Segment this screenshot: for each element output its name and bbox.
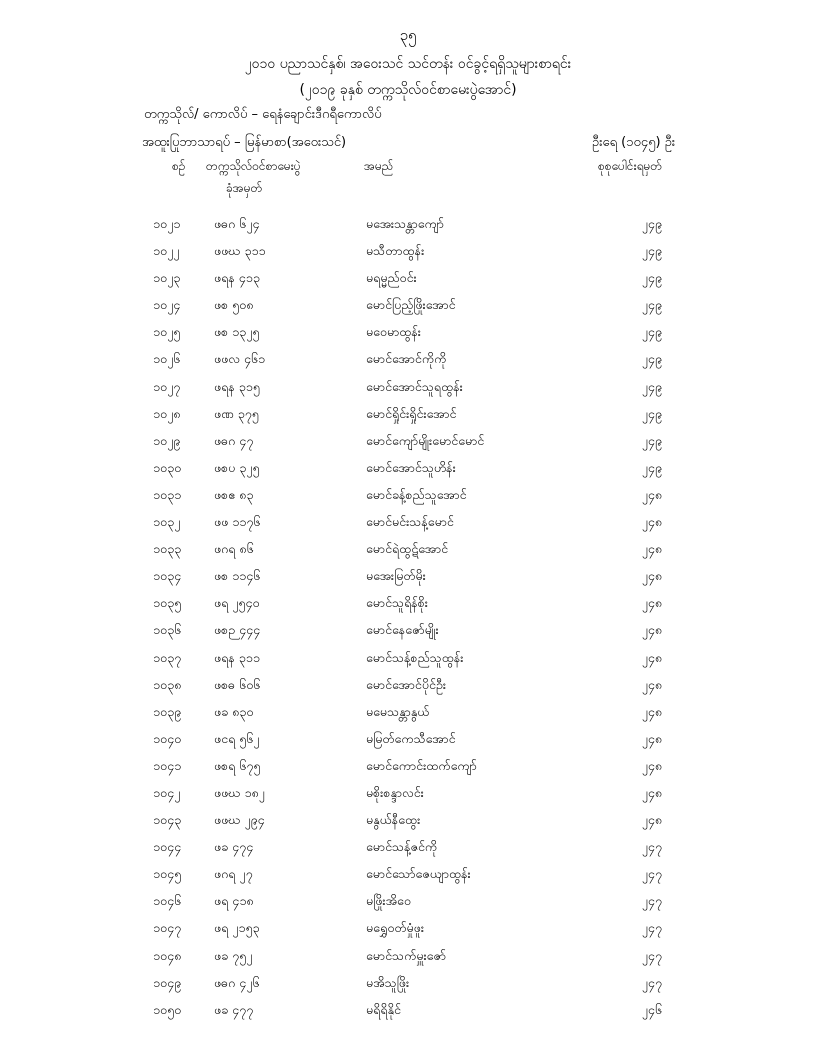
student-name: မောင်သန့်စည်သူထွန်း: [366, 649, 464, 665]
row-number: ၁၀၃၉: [153, 703, 182, 719]
student-name: မောင်သော်ဇေယျာထွန်း: [366, 866, 471, 882]
row-number: ၁၀၂၅: [153, 324, 181, 340]
total-score: ၂၄၈: [641, 812, 662, 828]
total-score: ၂၄၉: [641, 243, 662, 259]
table-row: [0, 347, 816, 374]
total-score: ၂၄၈: [641, 757, 662, 773]
total-score: ၂၄၉: [641, 432, 662, 448]
row-number: ၁၀၂၁: [153, 216, 181, 231]
roll-number: ဖဓဂ ၆၂၄: [214, 216, 260, 231]
roll-number: ဖစ ၁၃၂၅: [214, 324, 260, 340]
roll-number: ဖခ ၇၅၂: [214, 947, 253, 963]
table-row: [0, 239, 816, 266]
total-score: ၂၄၆: [641, 1001, 662, 1017]
total-score: ၂၄၉: [641, 297, 662, 313]
student-name: မအေးသန္တာကျော်: [366, 216, 444, 231]
total-score: ၂၄၈: [641, 784, 662, 800]
student-name: မောင်ရှိုင်းရှိုင်းအောင်: [366, 405, 457, 421]
document-subtitle: (၂၀၁၉ ခုနှစ် တက္ကသိုလ်ဝင်စာမေးပွဲအောင်): [299, 82, 517, 98]
results-list: [0, 212, 816, 1025]
student-name: မစိုးစန္ဒာလင်း: [366, 784, 424, 800]
row-number: ၁၀၃၃: [153, 541, 182, 557]
total-score: ၂၄၈: [641, 541, 662, 557]
department-label: တက္ကသိုလ်/ ကောလိပ် – ရေနံချောင်းဒီဂရီကောလိပ်: [144, 107, 382, 122]
roll-number: ဖခ ၄၇၇: [214, 1001, 254, 1017]
total-score: ၂၄၈: [641, 622, 662, 638]
column-header-score: စုစုပေါင်းရမှတ်: [598, 159, 663, 173]
row-number: ၁၀၂၆: [153, 351, 181, 367]
row-number: ၁၀၄၀: [153, 730, 182, 746]
roll-number: ဖစရ ၆၇၅: [214, 757, 261, 773]
row-number: ၁၀၃၆: [153, 622, 182, 638]
roll-number: ဖဖလ ၄၆၁: [214, 351, 266, 367]
total-score: ၂၄၈: [641, 676, 662, 692]
student-name: မအေးမြတ်မိုး: [366, 568, 426, 584]
student-name: မောင်အောင်သူဟိန်း: [366, 459, 456, 475]
row-number: ၁၀၄၆: [153, 893, 182, 909]
roll-number: ဖဖ ၁၁၇၆: [214, 514, 261, 530]
roll-number: ဖရန ၃၁၁: [214, 649, 260, 665]
total-score: ၂၄၉: [641, 459, 662, 475]
table-row: [0, 212, 816, 239]
roll-number: ဖဖဃ ၁၈၂: [214, 784, 265, 800]
table-row: [0, 754, 816, 781]
row-number: ၁၀၄၂: [153, 784, 181, 800]
roll-number: ဖဂရ ၈၆: [214, 541, 254, 557]
row-number: ၁၀၄၄: [153, 839, 182, 855]
total-score: ၂၄၈: [641, 514, 662, 530]
total-score: ၂၄၉: [641, 324, 662, 340]
roll-number: ဖစဧ ၈၃: [214, 486, 254, 502]
roll-number: ဖငရ ၅၆၂: [214, 730, 260, 746]
row-number: ၁၀၂၇: [153, 378, 181, 394]
row-number: ၁၀၂၃: [153, 270, 181, 286]
row-number: ၁၀၅၀: [153, 1001, 182, 1017]
total-score: ၂၄၈: [641, 649, 662, 665]
row-number: ၁၀၃၁: [153, 486, 182, 502]
total-score: ၂၄၈: [641, 730, 662, 746]
total-count: ဦးရေ (၁၀၄၅) ဦး: [592, 135, 676, 150]
table-row: [0, 266, 816, 293]
table-row: [0, 564, 816, 591]
table-row: [0, 998, 816, 1025]
table-row: [0, 618, 816, 645]
student-name: မဝေမာထွန်း: [366, 324, 421, 340]
total-score: ၂၄၉: [641, 351, 662, 367]
roll-number: ဖဓဂ ၄၇: [214, 432, 254, 448]
roll-number: ဖခ ၄၇၄: [214, 839, 254, 855]
student-name: မရိရိနိုင်: [366, 1001, 401, 1017]
row-number: ၁၀၄၇: [153, 920, 182, 936]
roll-number: ဖစဓ ၆၀၆: [214, 676, 261, 692]
total-score: ၂၄၈: [641, 703, 662, 719]
table-row: [0, 646, 816, 673]
total-score: ၂၄၉: [641, 405, 662, 421]
student-name: မမြတ်ကေသီအောင်: [366, 730, 456, 746]
table-row: [0, 835, 816, 862]
row-number: ၁၀၄၃: [153, 812, 182, 828]
roll-number: ဖရန ၄၁၃: [214, 270, 260, 286]
table-row: [0, 456, 816, 483]
roll-number: ဖစ ၁၁၄၆: [214, 568, 261, 584]
roll-number: ဖစပ ၃၂၅: [214, 459, 260, 475]
total-score: ၂၄၇: [641, 893, 662, 909]
total-score: ၂၄၉: [641, 270, 662, 286]
table-row: [0, 916, 816, 943]
roll-number: ဖရ ၂၅၄၀: [214, 595, 260, 611]
document-title: ၂၀၁၀ ပညာသင်နှစ်၊ အဝေးသင် သင်တန်း ဝင်ခွင့်ရရှိသူများစာရင်း: [244, 56, 572, 72]
row-number: ၁၀၂၈: [153, 405, 181, 421]
roll-number: ဖရန ၃၁၅: [214, 378, 260, 394]
student-name: မောင်ကျော်မျိုးမောင်မောင်: [366, 432, 485, 448]
total-score: ၂၄၇: [641, 974, 662, 990]
student-name: မအိသူဖြိုး: [366, 974, 410, 990]
student-name: မမေသန္တာနွယ်: [366, 703, 430, 719]
row-number: ၁၀၂၂: [153, 243, 180, 259]
total-score: ၂၄၇: [641, 866, 662, 882]
roll-number: ဖခ ၈၃၀: [214, 703, 254, 719]
row-number: ၁၀၄၅: [153, 866, 182, 882]
subject-label: အထူးပြုဘာသာရပ် – မြန်မာစာ(အဝေးသင်): [142, 135, 347, 150]
roll-number: ဖရ ၄၁၈: [214, 893, 254, 909]
row-number: ၁၀၃၀: [153, 459, 182, 475]
total-score: ၂၄၉: [641, 378, 662, 394]
row-number: ၁၀၂၄: [153, 297, 181, 313]
roll-number: ဖဏ ၃၇၅: [214, 405, 259, 421]
roll-number: ဖဓဂ ၄၂၆: [214, 974, 260, 990]
student-name: မောင်အောင်ကိုကို: [366, 351, 447, 367]
table-row: [0, 781, 816, 808]
table-row: [0, 591, 816, 618]
table-row: [0, 402, 816, 429]
student-name: မောင်ပြည့်ဖြိုးအောင်: [366, 297, 456, 313]
student-name: မောင်သန့်ဇင်ကို: [366, 839, 438, 855]
roll-number: ဖဖဃ ၂၉၄: [214, 812, 265, 828]
table-row: [0, 483, 816, 510]
roll-number: ဖရ ၂၁၅၃: [214, 920, 260, 936]
roll-number: ဖစဉ ၄၄၄: [214, 622, 261, 638]
student-name: မောင်သူရိန်စိုး: [366, 595, 428, 611]
total-score: ၂၄၈: [641, 486, 662, 502]
table-row: [0, 808, 816, 835]
column-header-no: စဉ်: [172, 159, 186, 173]
table-row: [0, 673, 816, 700]
table-row: [0, 862, 816, 889]
student-name: မရမ္မည်ဝင်း: [366, 270, 417, 286]
student-name: မောင်ရဲထွဋ်အောင်: [366, 541, 449, 557]
page-number: ၃၅: [399, 26, 417, 44]
row-number: ၁၀၃၈: [153, 676, 182, 692]
row-number: ၁၀၃၇: [153, 649, 182, 665]
total-score: ၂၄၈: [641, 595, 662, 611]
table-row: [0, 429, 816, 456]
row-number: ၁၀၄၁: [153, 757, 182, 773]
table-row: [0, 293, 816, 320]
table-row: [0, 727, 816, 754]
roll-number: ဖဖဃ ၃၁၁: [214, 243, 266, 259]
total-score: ၂၄၉: [641, 216, 662, 231]
table-row: [0, 971, 816, 998]
table-row: [0, 320, 816, 347]
column-header-name: အမည်: [364, 159, 394, 173]
total-score: ၂၄၇: [641, 839, 662, 855]
student-name: မောင်သက်မှူးဇော်: [366, 947, 446, 963]
roll-number: ဖစ ၅၀၈: [214, 297, 254, 313]
column-header-roll-line2: ခုံအမှတ်: [226, 181, 263, 195]
total-score: ၂၄၇: [641, 920, 662, 936]
row-number: ၁၀၃၂: [153, 514, 181, 530]
student-name: မောင်မင်းသန့်မောင်: [366, 514, 454, 530]
table-row: [0, 889, 816, 916]
table-row: [0, 944, 816, 971]
row-number: ၁၀၄၉: [153, 974, 182, 990]
total-score: ၂၄၈: [641, 568, 662, 584]
student-name: မောင်နေဇော်မျိုး: [366, 622, 439, 638]
student-name: မောင်အောင်သူရထွန်း: [366, 378, 463, 394]
student-name: မဖြိုးအိဝေ: [366, 893, 411, 909]
student-name: မနွယ်နီထွေး: [366, 812, 421, 828]
student-name: မောင်ကောင်းထက်ကျော်: [366, 757, 477, 773]
student-name: မသီတာထွန်း: [366, 243, 425, 259]
column-header-roll: တက္ကသိုလ်ဝင်စာမေးပွဲ: [206, 159, 301, 173]
table-row: [0, 375, 816, 402]
student-name: မရွှေဝတ်မှုံဖူး: [366, 920, 424, 936]
row-number: ၁၀၃၄: [153, 568, 182, 584]
total-score: ၂၄၇: [641, 947, 662, 963]
row-number: ၁၀၃၅: [153, 595, 182, 611]
table-row: [0, 700, 816, 727]
row-number: ၁၀၂၉: [153, 432, 181, 448]
student-name: မောင်ခန့်စည်သူအောင်: [366, 486, 467, 502]
table-row: [0, 510, 816, 537]
table-row: [0, 537, 816, 564]
row-number: ၁၀၄၈: [153, 947, 182, 963]
roll-number: ဖဂရ ၂၇: [214, 866, 253, 882]
student-name: မောင်အောင်ပိုင်ဦး: [366, 676, 447, 692]
